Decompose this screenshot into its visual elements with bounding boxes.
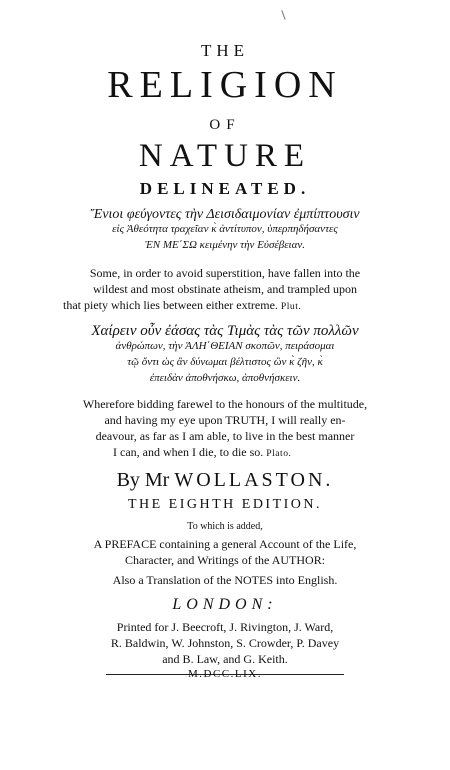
author-name: WOLLASTON. — [174, 469, 334, 491]
added-line: A PREFACE containing a general Account of the Life, — [93, 537, 357, 551]
imprint-line: R. Baldwin, W. Johnston, S. Crowder, P. Davey — [110, 636, 340, 650]
translation-line: I can, and when I die, to die so. Plato. — [113, 445, 292, 459]
imprint-line: and B. Law, and G. Keith. — [162, 652, 288, 666]
publication-date: M.DCC.LIX. — [188, 668, 262, 680]
stray-mark — [281, 10, 285, 20]
title-nature: NATURE — [138, 138, 312, 174]
imprint-line: Printed for J. Beecroft, J. Rivington, J. Ward, — [116, 620, 334, 634]
title-the: THE — [200, 41, 250, 60]
greek-epigraph-line: ἀνθρώπων, τὴν ἈΛΗ΄ΘΕΙΑΝ σκοπῶν, πειράσομαι — [115, 340, 335, 352]
greek-epigraph-line: Ἔνιοι φεύγοντες τὴν Δεισιδαιμονίαν ἐμπίπτουσιν — [90, 207, 360, 222]
attribution-plato: Plato. — [266, 448, 292, 459]
greek-epigraph-line: Χαίρειν οὖν ἐάσας τὰς Τιμὰς τὰς τῶν πολλῶν — [91, 323, 359, 339]
greek-epigraph-line: εἰς Ἀθεότητα τραχεῖαν κ̀ ἀντίτυπον, ὑπερπηδήσαντες — [112, 223, 338, 235]
title-religion: RELIGION — [107, 64, 343, 106]
translation-line: deavour, as far as I am able, to live in the best manner — [95, 429, 355, 443]
edition: THE EIGHTH EDITION. — [127, 497, 323, 512]
attribution-plut: Plut. — [280, 301, 302, 312]
title-delineated: DELINEATED. — [139, 179, 311, 198]
greek-epigraph-line: τῷ ὄντι ὡς ἂν δύνωμαι βέλτιστος ὢν κ̀ ζῆν, κ̀ — [127, 356, 323, 368]
added-line: Also a Translation of the NOTES into English. — [112, 573, 338, 587]
translation-line: Some, in order to avoid superstition, have fallen into the — [89, 266, 361, 280]
title-of: OF — [209, 117, 241, 133]
author-line — [0, 470, 450, 490]
author-by: By Mr — [116, 469, 170, 491]
translation-line: wildest and most obstinate atheism, and trampled upon — [93, 282, 357, 296]
greek-epigraph-line: ἐπειδὰν ἀποθνήσκω, ἀποθνήσκειν. — [149, 372, 301, 384]
imprint-city: LONDON: — [172, 596, 278, 613]
added-line: Character, and Writings of the AUTHOR: — [124, 553, 326, 567]
translation-line: Wherefore bidding farewel to the honours of the multitude, — [82, 397, 368, 411]
greek-epigraph-line: ἘΝ ΜΕ΄ΣΩ κειμένην τὴν Εὐσέβειαν. — [145, 239, 305, 251]
translation-line: and having my eye upon TRUTH, I will really en- — [104, 413, 346, 427]
added-intro: To which is added, — [187, 521, 263, 532]
translation-line: that piety which lies between either extreme. Plut. — [63, 298, 302, 312]
